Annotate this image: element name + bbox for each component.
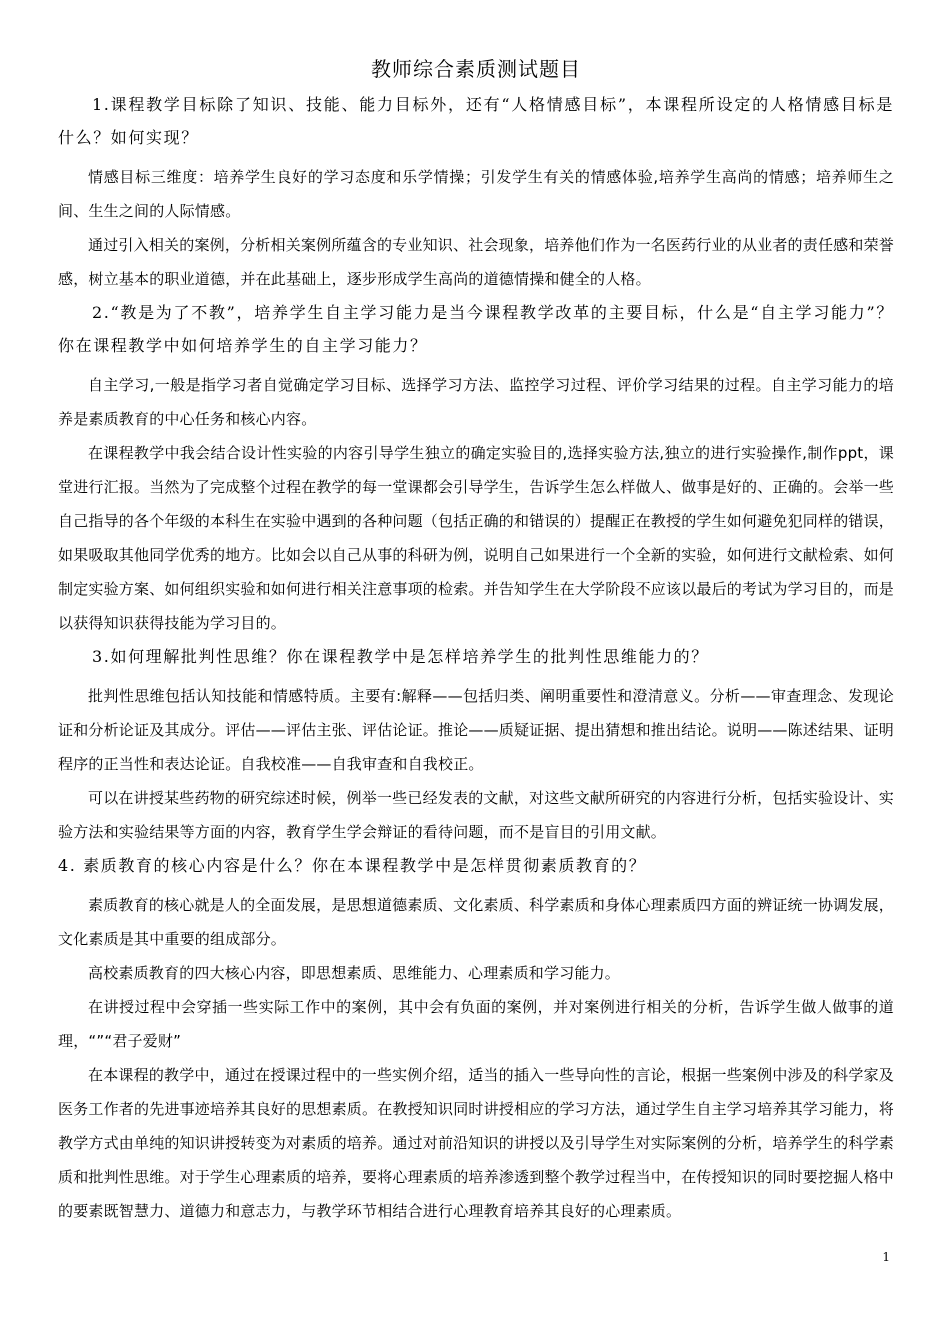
document-title: 教师综合素质测试题目 bbox=[371, 57, 581, 81]
answer-3-1: 批判性思维包括认知技能和情感特质。主要有:解释——包括归类、阐明重要性和澄清意义。分析——审查理念、发现论证和分析论证及其成分。评估——评估主张、评估论证。推论——质疑证据、提出猜想和推出结论。说明——陈述结果、证明程序的正当性和表达论证。自我校准——自我审查和自我校正。 bbox=[58, 687, 895, 773]
answer-1-1: 情感目标三维度：培养学生良好的学习态度和乐学情操；引发学生有关的情感体验,培养学生高尚的情感；培养师生之间、生生之间的人际情感。 bbox=[58, 168, 894, 220]
question-3: 3.如何理解批判性思维？你在课程教学中是怎样培养学生的批判性思维能力的？ bbox=[92, 647, 709, 666]
answer-4-1: 素质教育的核心就是人的全面发展，是思想道德素质、文化素质、科学素质和身体心理素质四方面的辨证统一协调发展，文化素质是其中重要的组成部分。 bbox=[58, 896, 894, 948]
page-number: 1 bbox=[882, 1250, 890, 1264]
question-2: 2.“教是为了不教”，培养学生自主学习能力是当今课程教学改革的主要目标，什么是“自主学习能力”？你在课程教学中如何培养学生的自主学习能力？ bbox=[58, 303, 894, 355]
answer-3-2: 可以在讲授某些药物的研究综述时候，例举一些已经发表的文献，对这些文献所研究的内容进行分析，包括实验设计、实验方法和实验结果等方面的内容，教育学生学会辩证的看待问题，而不是盲目的引用文献。 bbox=[58, 789, 894, 841]
answer-4-2: 高校素质教育的四大核心内容，即思想素质、思维能力、心理素质和学习能力。 bbox=[88, 964, 621, 982]
answer-4-4: 在本课程的教学中，通过在授课过程中的一些实例介绍，适当的插入一些导向性的言论，根据一些案例中涉及的科学家及医务工作者的先进事迹培养其良好的思想素质。在教授知识同时讲授相应的学习方法，通过学生自主学习培养其学习能力，将教学方式由单纯的知识讲授转变为对素质的培养。通过对前沿知识的讲授以及引导学生对实际案例的分析，培养学生的科学素质和批判性思维。对于学生心理素质的培养，要将心理素质的培养渗透到整个教学过程当中，在传授知识的同时要挖掘人格中的要素既智慧力、道德力和意志力，与教学环节相结合进行心理教育培养其良好的心理素质。 bbox=[58, 1066, 895, 1220]
answer-4-3: 在讲授过程中会穿插一些实际工作中的案例，其中会有负面的案例，并对案例进行相关的分析，告诉学生做人做事的道理，“”“君子爱财” bbox=[58, 998, 894, 1050]
question-1: 1.课程教学目标除了知识、技能、能力目标外，还有“人格情感目标”，本课程所设定的人格情感目标是什么？如何实现？ bbox=[58, 95, 894, 147]
answer-2-1: 自主学习,一般是指学习者自觉确定学习目标、选择学习方法、监控学习过程、评价学习结果的过程。自主学习能力的培养是素质教育的中心任务和核心内容。 bbox=[58, 376, 894, 428]
answer-2-2: 在课程教学中我会结合设计性实验的内容引导学生独立的确定实验目的,选择实验方法,独立的进行实验操作,制作ppt，课堂进行汇报。当然为了完成整个过程在教学的每一堂课都会引导学生，告诉学生怎么样做人、做事是好的、正确的。会举一些自己指导的各个年级的本科生在实验中遇到的各种问题（包括正确的和错误的）提醒正在教授的学生如何避免犯同样的错误，如果吸取其他同学优秀的地方。比如会以自己从事的科研为例，说明自己如果进行一个全新的实验，如何进行文献检索、如何制定实验方案、如何组织实验和如何进行相关注意事项的检索。并告知学生在大学阶段不应该以最后的考试为学习目的，而是以获得知识获得技能为学习目的。 bbox=[58, 444, 895, 632]
question-4: 4. 素质教育的核心内容是什么？你在本课程教学中是怎样贯彻素质教育的？ bbox=[58, 856, 647, 875]
answer-1-2: 通过引入相关的案例，分析相关案例所蕴含的专业知识、社会现象，培养他们作为一名医药行业的从业者的责任感和荣誉感，树立基本的职业道德，并在此基础上，逐步形成学生高尚的道德情操和健全的人格。 bbox=[58, 236, 894, 288]
